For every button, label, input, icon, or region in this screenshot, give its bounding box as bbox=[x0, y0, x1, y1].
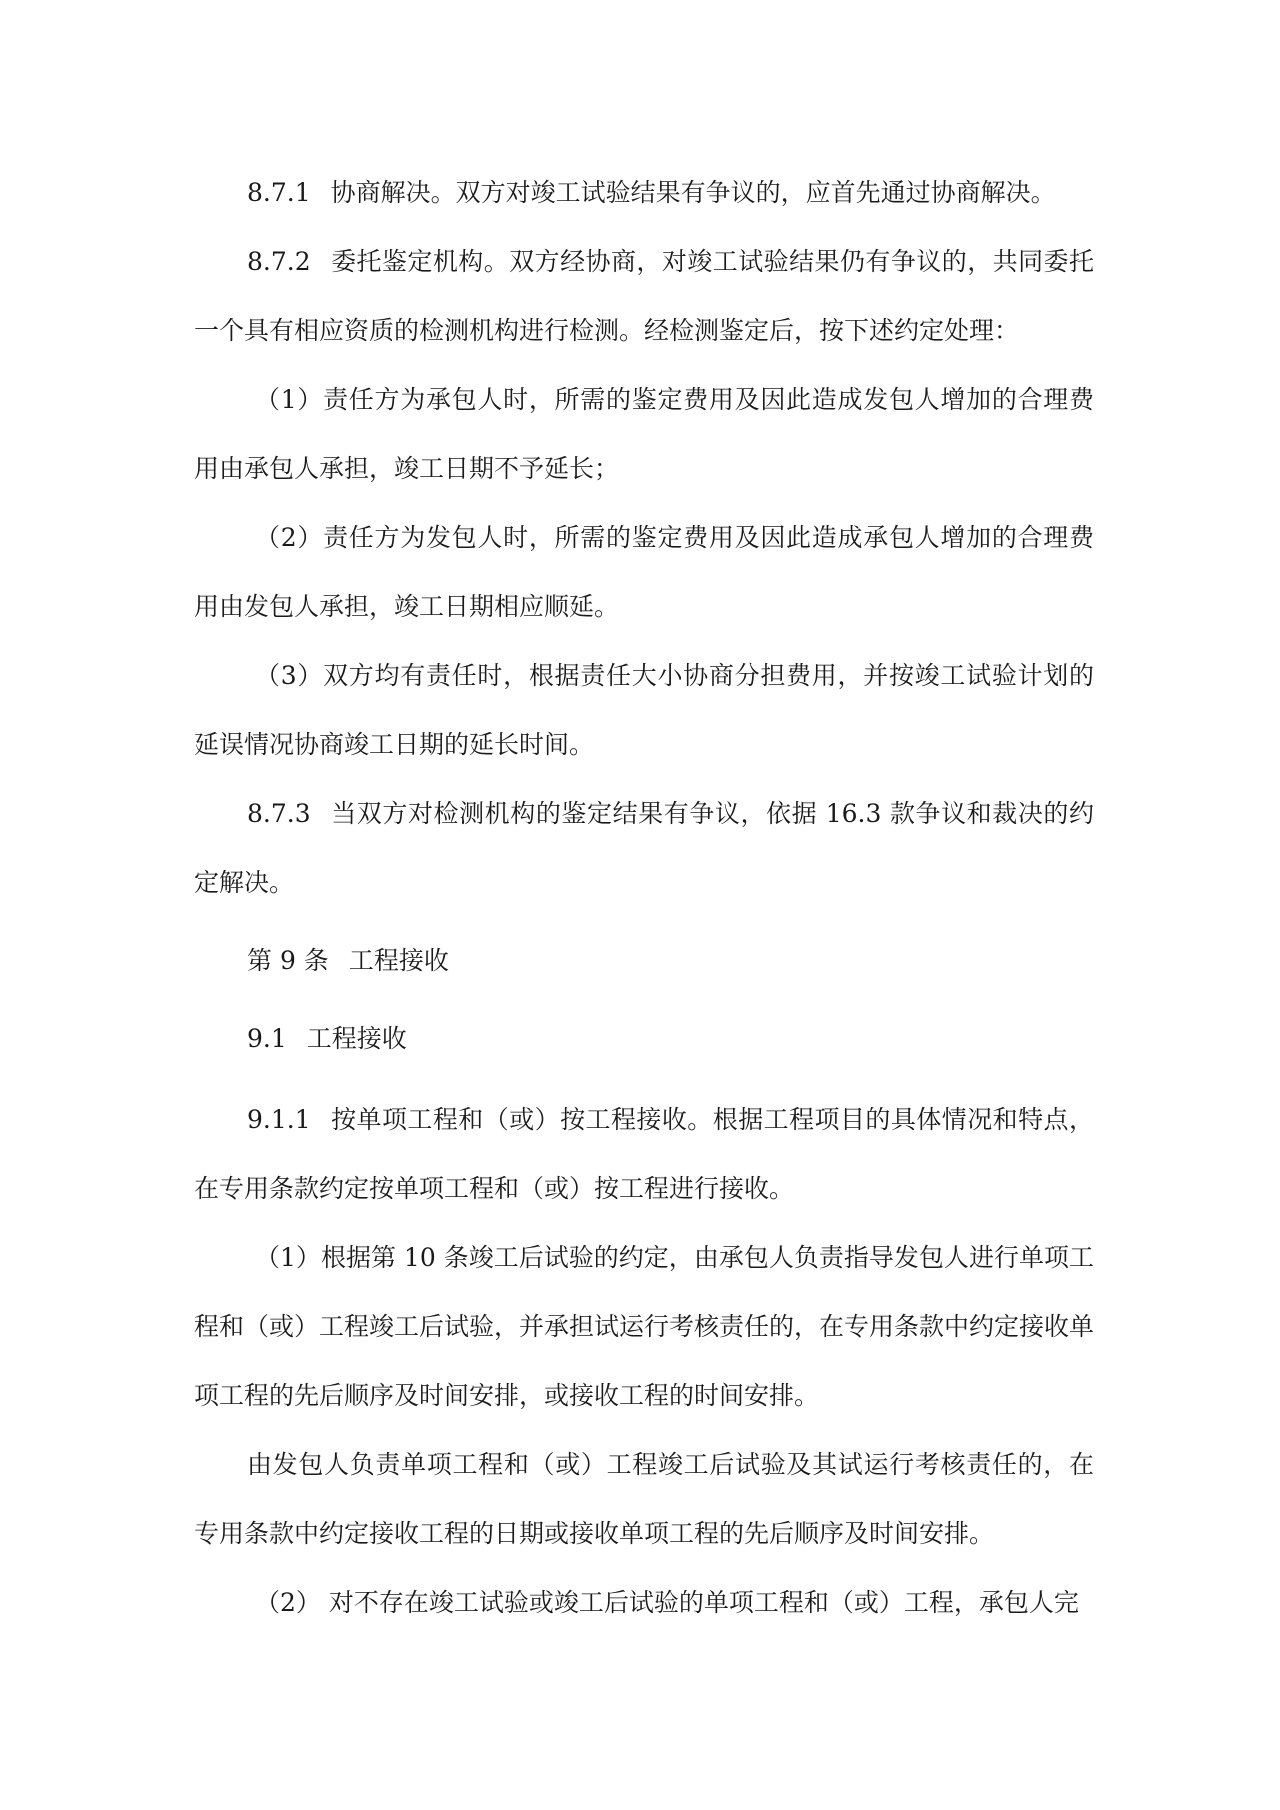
list-item-3 bbox=[194, 641, 1094, 779]
paragraph-employer bbox=[194, 1430, 1094, 1568]
paragraph-text: 由发包人负责单项工程和（或）工程竣工后试验及其试运行考核责任的，在专用条款中约定接收工程的日期或接收单项工程的先后顺序及时间安排。 bbox=[194, 1450, 1094, 1548]
clause-8-7-1 bbox=[194, 158, 1094, 227]
section-heading bbox=[194, 1004, 1094, 1073]
list-item-2 bbox=[194, 503, 1094, 641]
list-item-9-1 bbox=[194, 1223, 1094, 1430]
clause-number: 9.1.1 bbox=[247, 1105, 311, 1134]
section-title: 工程接收 bbox=[306, 1024, 407, 1053]
list-item-text: （3）双方均有责任时，根据责任大小协商分担费用，并按竣工试验计划的延误情况协商竣工日期的延长时间。 bbox=[194, 661, 1094, 759]
clause-9-1-1 bbox=[194, 1085, 1094, 1223]
list-item-9-2 bbox=[194, 1568, 1094, 1637]
article-heading bbox=[194, 926, 1094, 995]
list-item-text: （1）根据第 10 条竣工后试验的约定，由承包人负责指导发包人进行单项工程和（或）工程竣工后试验，并承担试运行考核责任的，在专用条款中约定接收单项工程的先后顺序及时间安排，或接收工程的时间安排。 bbox=[194, 1243, 1095, 1410]
clause-text: 按单项工程和（或）按工程接收。根据工程项目的具体情况和特点，在专用条款约定按单项工程和（或）按工程进行接收。 bbox=[194, 1105, 1094, 1203]
clause-number: 8.7.3 bbox=[247, 799, 311, 828]
list-item-text: （2） 对不存在竣工试验或竣工后试验的单项工程和（或）工程，承包人完 bbox=[255, 1588, 1079, 1617]
clause-number: 8.7.2 bbox=[247, 247, 311, 276]
clause-text: 协商解决。双方对竣工试验结果有争议的，应首先通过协商解决。 bbox=[330, 178, 1056, 207]
article-number: 第 9 条 bbox=[247, 946, 329, 975]
section-number: 9.1 bbox=[247, 1024, 287, 1053]
article-title: 工程接收 bbox=[348, 946, 449, 975]
clause-text: 委托鉴定机构。双方经协商，对竣工试验结果仍有争议的，共同委托一个具有相应资质的检测机构进行检测。经检测鉴定后，按下述约定处理： bbox=[194, 247, 1094, 345]
list-item-1 bbox=[194, 365, 1094, 503]
list-item-text: （2）责任方为发包人时，所需的鉴定费用及因此造成承包人增加的合理费用由发包人承担，竣工日期相应顺延。 bbox=[194, 523, 1094, 621]
clause-8-7-3 bbox=[194, 779, 1094, 917]
clause-text: 当双方对检测机构的鉴定结果有争议，依据 16.3 款争议和裁决的约定解决。 bbox=[194, 799, 1094, 897]
clause-number: 8.7.1 bbox=[247, 178, 311, 207]
list-item-text: （1）责任方为承包人时，所需的鉴定费用及因此造成发包人增加的合理费用由承包人承担，竣工日期不予延长； bbox=[194, 385, 1094, 483]
document-body bbox=[194, 158, 1094, 1637]
clause-8-7-2 bbox=[194, 227, 1094, 365]
